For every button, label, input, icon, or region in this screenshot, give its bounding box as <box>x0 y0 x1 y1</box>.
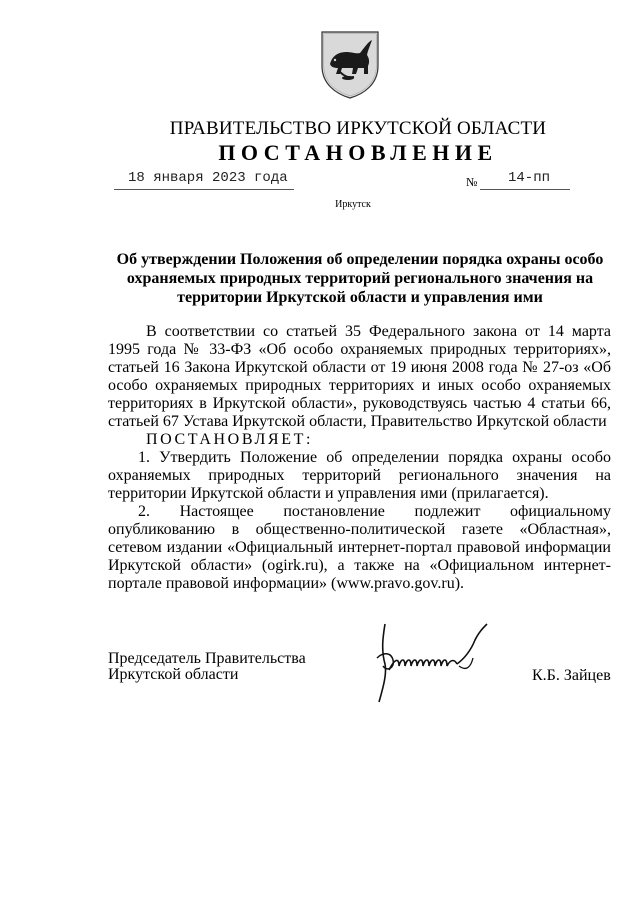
city-name: Иркутск <box>335 199 371 210</box>
signatory-position <box>108 651 306 683</box>
signatory-position-line1: Председатель Правительства <box>108 650 306 667</box>
decree-heading: ПОСТАНОВЛЯЕТ: <box>146 431 313 448</box>
document-body <box>108 323 611 593</box>
number-field <box>480 167 570 190</box>
clause-2: 2. Настоящее постановление подлежит официальному опубликованию в общественно-политической газете «Областная», сетевом издании «Официальный интернет-портал правовой информации Иркутской области» (ogirk.ru), а также на «Официальном интернет-портале правовой информации» (www.pravo.gov.ru). <box>108 503 611 592</box>
handwritten-signature-icon <box>375 618 505 706</box>
document-subject: Об утверждении Положения об определении порядка охраны особо охраняемых природных территорий регионального значения на территории Иркутской области и управления ими <box>116 251 604 306</box>
clause-1: 1. Утвердить Положение об определении порядка охраны особо охраняемых природных территорий регионального значения на территории Иркутской области и управления ими (прилагается). <box>108 449 611 502</box>
document-date: 18 января 2023 года <box>128 170 288 186</box>
number-label: № <box>466 175 478 189</box>
signer-name: К.Б. Зайцев <box>532 667 611 684</box>
date-field <box>114 167 294 190</box>
government-name: ПРАВИТЕЛЬСТВО ИРКУТСКОЙ ОБЛАСТИ <box>169 118 547 139</box>
preamble-paragraph: В соответствии со статьей 35 Федерального закона от 14 марта 1995 года № 33-ФЗ «Об особо охраняемых природных территориях», статьей 16 Закона Иркутской области от 19 июня 2008 года № 27-оз «Об особо охраняемых природных территориях и иных особо охраняемых территориях в Иркутской области», руководствуясь частью 4 статьи 66, статьей 67 Устава Иркутской области, Правительство Иркутской области <box>108 323 611 430</box>
signatory-position-line2: Иркутской области <box>108 666 239 683</box>
document-number: 14-пп <box>508 170 551 186</box>
coat-of-arms-icon <box>318 28 382 100</box>
document-type: ПОСТАНОВЛЕНИЕ <box>218 140 498 165</box>
